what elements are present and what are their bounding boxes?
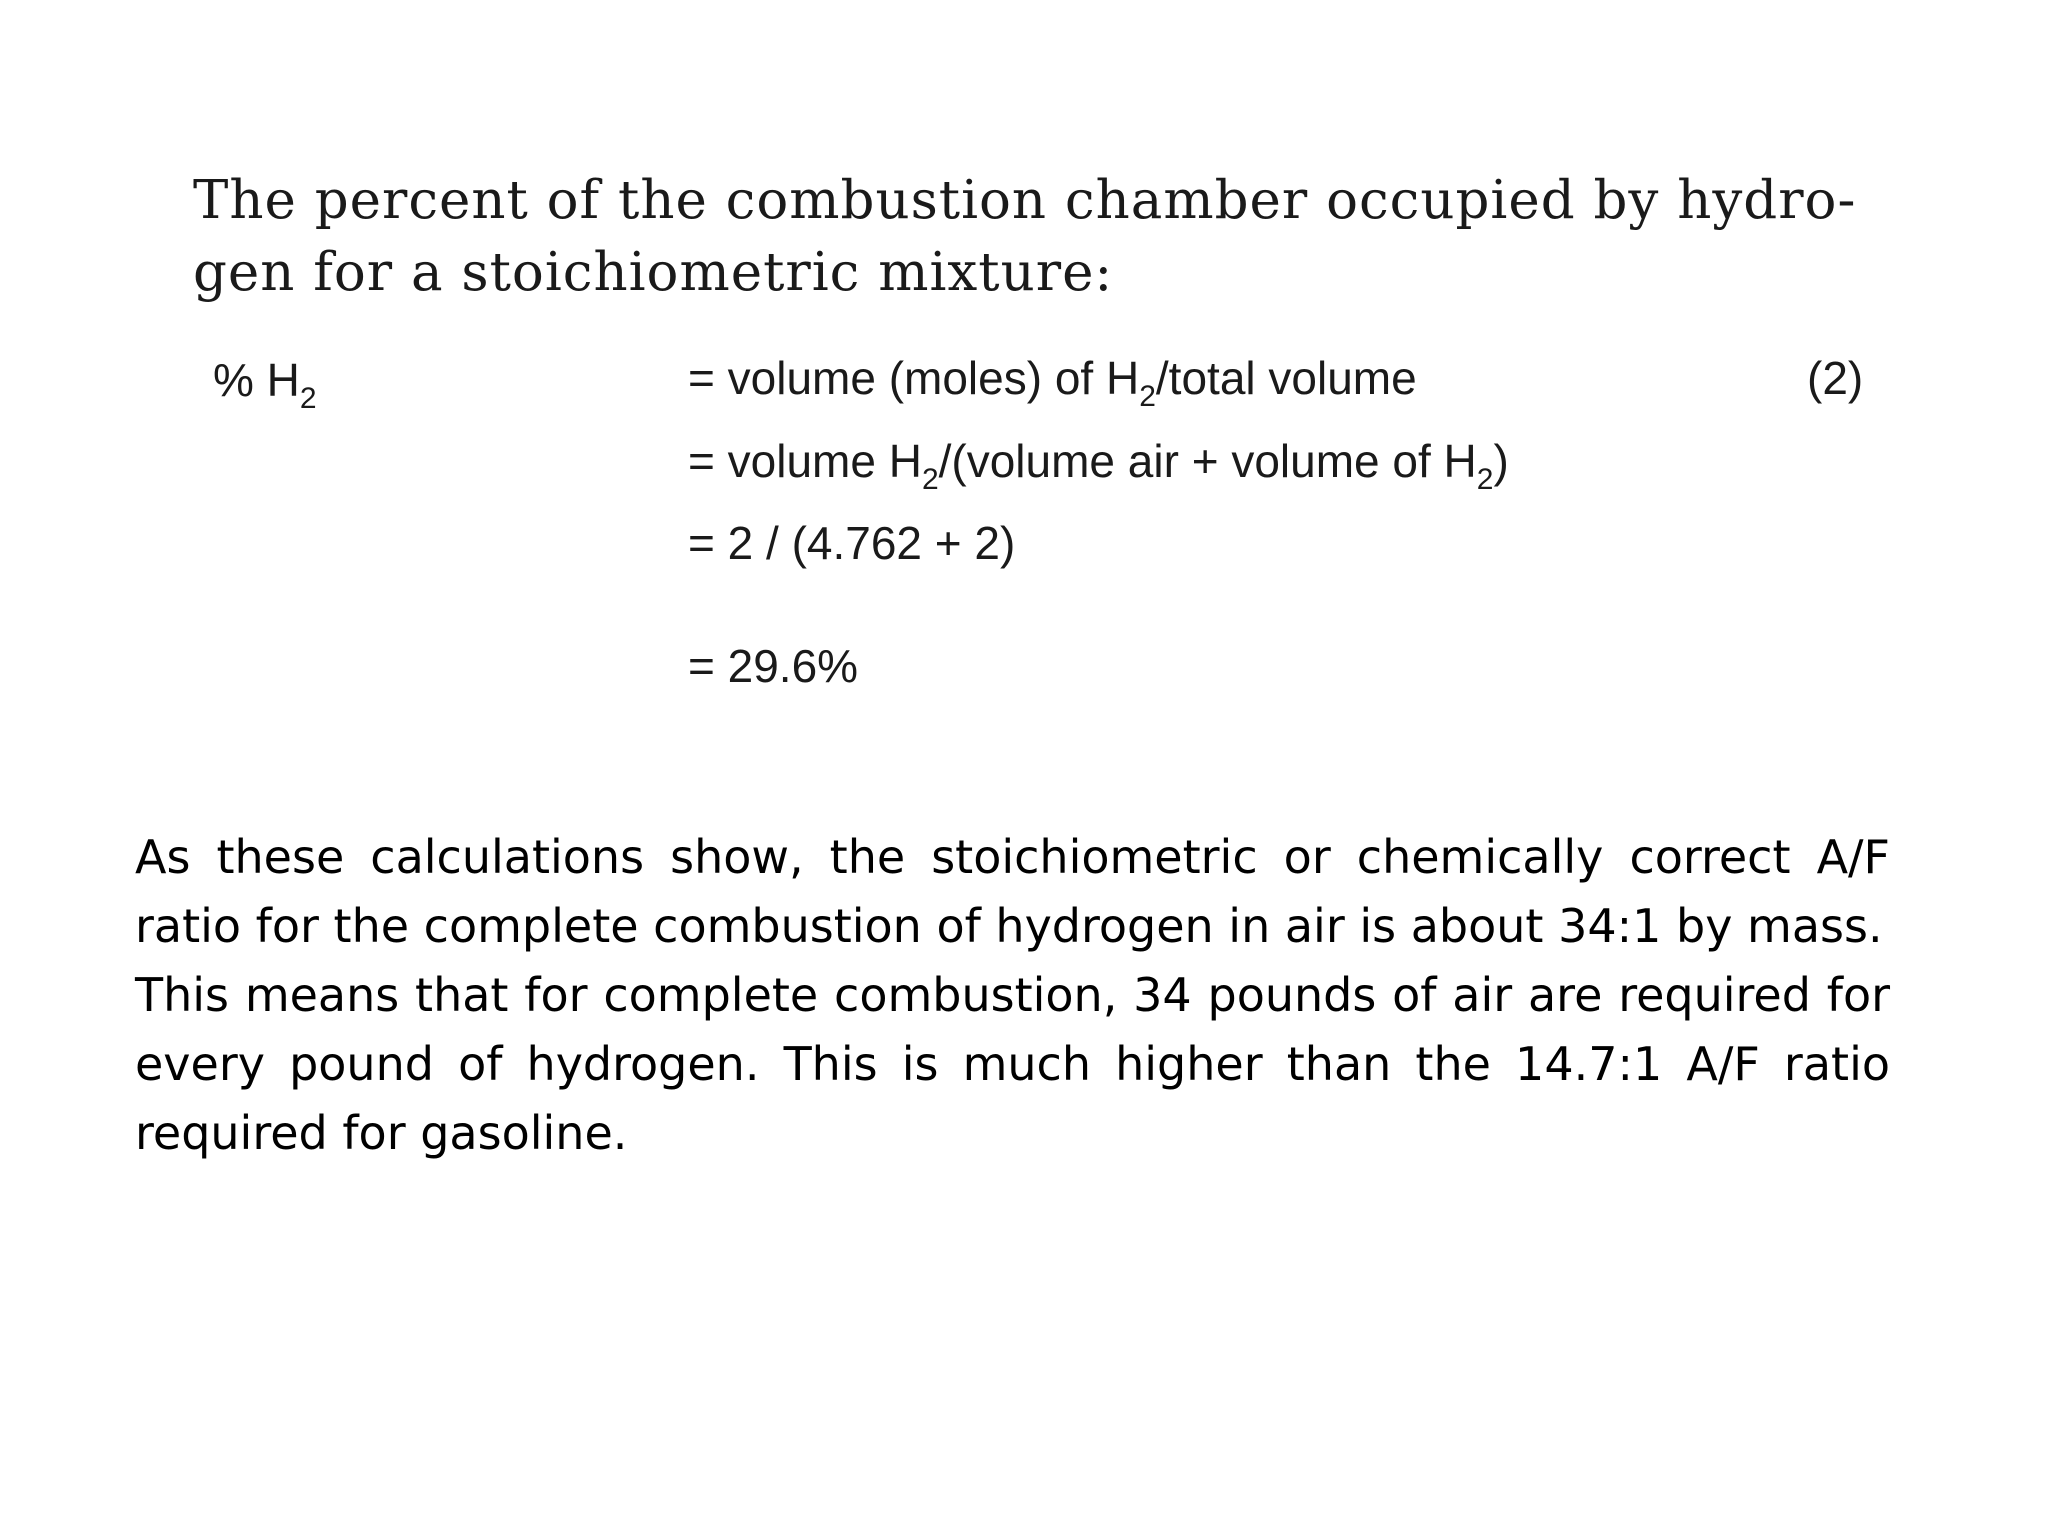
equation-lhs [213, 352, 317, 415]
equation-line-2-subscript-2: 2 [1476, 463, 1494, 496]
intro-line-2: gen for a stoichiometric mixture: [193, 242, 1114, 303]
equation-lhs-text: % H [213, 354, 300, 406]
equation-line-2-part-c: ) [1493, 435, 1509, 487]
equation-line-1-part-a: = volume (moles) of H [688, 352, 1140, 404]
equation-lhs-subscript: 2 [299, 382, 317, 415]
equation-line-3: = 2 / (4.762 + 2) [688, 517, 1016, 569]
body-text [135, 823, 1890, 1168]
body-paragraph-1: As these calculations show, the stoichiometric or chemically correct A/F ratio for the complete combustion of hydrogen in air is about 34:1 by mass. [135, 830, 1890, 953]
equation-line-2-part-b: /(volume air + volume of H [938, 435, 1477, 487]
equation-result: = 29.6% [688, 640, 859, 692]
equation-line-2-part-a: = volume H [688, 435, 922, 487]
equation-line-1-part-b: /total volume [1155, 352, 1417, 404]
equation-number: (2) [1807, 352, 1864, 404]
intro-text [193, 165, 1933, 309]
equation-line-2-subscript-1: 2 [921, 463, 939, 496]
equation-line-1 [688, 350, 1417, 413]
equation-line-2 [688, 433, 1509, 496]
body-paragraph-2: This means that for complete combustion, 34 pounds of air are required for every pound of hydrogen. This is much higher than the 14.7:1 A/F ratio required for gasoline. [135, 968, 1890, 1160]
intro-line-1: The percent of the combustion chamber occupied by hydro- [193, 170, 1857, 231]
equation-line-1-subscript: 2 [1139, 380, 1156, 413]
